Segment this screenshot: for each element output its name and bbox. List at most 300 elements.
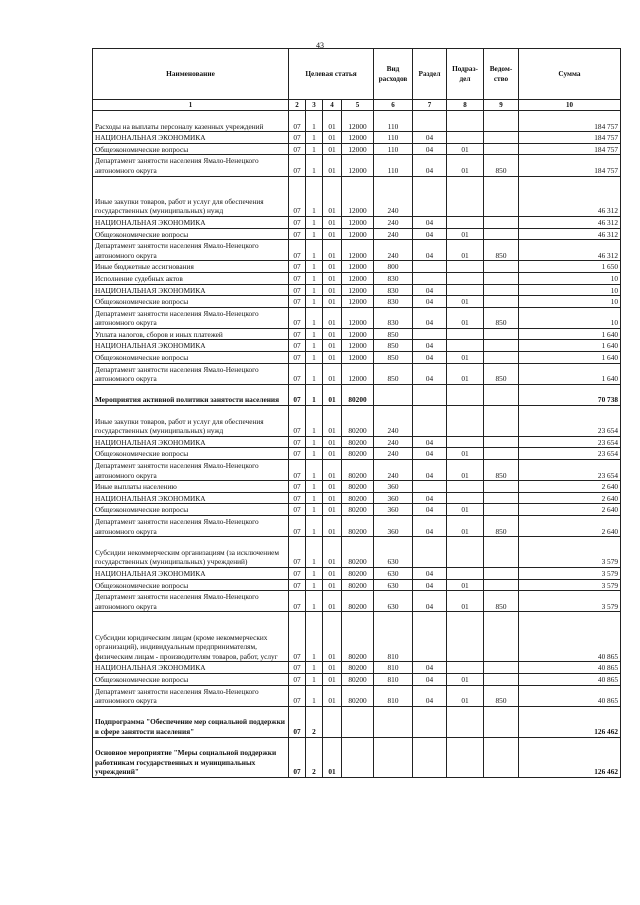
section-code: 04 [413, 685, 447, 706]
subsection-code: 01 [447, 240, 484, 261]
target-code-part3: 01 [323, 307, 342, 328]
target-code-part4: 80200 [342, 384, 374, 405]
target-code-part4: 80200 [342, 436, 374, 448]
target-code-part2: 1 [306, 328, 323, 340]
target-code-part2: 2 [306, 706, 323, 737]
expense-type-code: 850 [374, 340, 413, 352]
target-code-part2: 1 [306, 384, 323, 405]
target-code-part4: 80200 [342, 662, 374, 674]
row-sum: 1 640 [519, 328, 621, 340]
department-code [484, 481, 519, 493]
table-row [93, 591, 621, 612]
row-name: Иные бюджетные ассигнования [93, 261, 289, 273]
department-code [484, 662, 519, 674]
subsection-code [447, 612, 484, 662]
row-sum: 10 [519, 296, 621, 308]
target-code-part4: 80200 [342, 504, 374, 516]
target-code-part1: 07 [289, 706, 306, 737]
subsection-code: 01 [447, 516, 484, 537]
subsection-code: 01 [447, 448, 484, 460]
expense-type-code: 240 [374, 240, 413, 261]
section-code: 04 [413, 240, 447, 261]
department-code: 850 [484, 363, 519, 384]
column-number: 8 [447, 100, 484, 111]
section-code [413, 706, 447, 737]
target-code-part1: 07 [289, 436, 306, 448]
row-sum: 46 312 [519, 176, 621, 216]
row-name: Департамент занятости населения Ямало-Ненецкого автономного округа [93, 685, 289, 706]
target-code-part3: 01 [323, 216, 342, 228]
row-name: НАЦИОНАЛЬНАЯ ЭКОНОМИКА [93, 340, 289, 352]
target-code-part3: 01 [323, 328, 342, 340]
target-code-part2: 1 [306, 662, 323, 674]
table-row [93, 492, 621, 504]
target-code-part2: 1 [306, 579, 323, 591]
target-code-part4: 80200 [342, 406, 374, 437]
department-code [484, 296, 519, 308]
target-code-part2: 1 [306, 216, 323, 228]
subsection-code [447, 111, 484, 132]
table-row [93, 261, 621, 273]
department-code [484, 567, 519, 579]
target-code-part3: 01 [323, 132, 342, 144]
expense-type-code: 240 [374, 406, 413, 437]
department-code [484, 352, 519, 364]
expense-type-code: 810 [374, 685, 413, 706]
table-row [93, 384, 621, 405]
department-code: 850 [484, 155, 519, 176]
subsection-code [447, 272, 484, 284]
target-code-part1: 07 [289, 228, 306, 240]
row-sum: 46 312 [519, 228, 621, 240]
expense-type-code: 240 [374, 176, 413, 216]
table-row [93, 662, 621, 674]
table-row [93, 340, 621, 352]
subsection-code: 01 [447, 307, 484, 328]
target-code-part2: 1 [306, 340, 323, 352]
target-code-part2: 1 [306, 363, 323, 384]
target-code-part4: 80200 [342, 685, 374, 706]
row-name: НАЦИОНАЛЬНАЯ ЭКОНОМИКА [93, 436, 289, 448]
row-sum: 2 640 [519, 504, 621, 516]
department-code [484, 176, 519, 216]
target-code-part2: 1 [306, 460, 323, 481]
section-code: 04 [413, 284, 447, 296]
table-row [93, 272, 621, 284]
target-code-part3: 01 [323, 176, 342, 216]
target-code-part4: 12000 [342, 132, 374, 144]
table-row [93, 307, 621, 328]
target-code-part4 [342, 737, 374, 777]
section-code [413, 328, 447, 340]
subsection-code [447, 261, 484, 273]
target-code-part4: 80200 [342, 481, 374, 493]
section-code [413, 176, 447, 216]
row-name: Общеэкономические вопросы [93, 673, 289, 685]
target-code-part3: 01 [323, 662, 342, 674]
target-code-part3: 01 [323, 228, 342, 240]
section-code [413, 261, 447, 273]
target-code-part4: 12000 [342, 143, 374, 155]
row-sum: 40 865 [519, 612, 621, 662]
row-sum: 184 757 [519, 143, 621, 155]
expense-type-code: 110 [374, 132, 413, 144]
target-code-part4: 12000 [342, 261, 374, 273]
header-target-article: Целевая статья [289, 49, 374, 100]
table-row [93, 240, 621, 261]
table-row [93, 228, 621, 240]
page-number: 43 [316, 41, 324, 50]
subsection-code: 01 [447, 228, 484, 240]
table-row [93, 406, 621, 437]
target-code-part2: 1 [306, 567, 323, 579]
target-code-part3: 01 [323, 481, 342, 493]
department-code [484, 384, 519, 405]
section-code: 04 [413, 363, 447, 384]
section-code: 04 [413, 591, 447, 612]
row-sum: 40 865 [519, 685, 621, 706]
target-code-part1: 07 [289, 240, 306, 261]
section-code: 04 [413, 216, 447, 228]
target-code-part2: 1 [306, 492, 323, 504]
subsection-code: 01 [447, 296, 484, 308]
expense-type-code: 240 [374, 436, 413, 448]
row-name: Уплата налогов, сборов и иных платежей [93, 328, 289, 340]
target-code-part1: 07 [289, 406, 306, 437]
department-code [484, 284, 519, 296]
section-code: 04 [413, 155, 447, 176]
target-code-part1: 07 [289, 132, 306, 144]
target-code-part2: 1 [306, 132, 323, 144]
expense-type-code: 630 [374, 579, 413, 591]
expense-type-code: 630 [374, 567, 413, 579]
target-code-part1: 07 [289, 352, 306, 364]
target-code-part3: 01 [323, 261, 342, 273]
target-code-part4: 80200 [342, 591, 374, 612]
column-number: 9 [484, 100, 519, 111]
target-code-part4: 12000 [342, 296, 374, 308]
target-code-part3: 01 [323, 567, 342, 579]
target-code-part1: 07 [289, 662, 306, 674]
expense-type-code: 800 [374, 261, 413, 273]
table-row [93, 673, 621, 685]
target-code-part2: 1 [306, 261, 323, 273]
expense-type-code: 110 [374, 155, 413, 176]
target-code-part2: 1 [306, 448, 323, 460]
target-code-part3: 01 [323, 537, 342, 568]
target-code-part2: 1 [306, 155, 323, 176]
target-code-part2: 1 [306, 504, 323, 516]
row-sum: 23 654 [519, 406, 621, 437]
section-code [413, 384, 447, 405]
target-code-part3: 01 [323, 143, 342, 155]
table-row [93, 132, 621, 144]
table-row [93, 737, 621, 777]
section-code: 04 [413, 516, 447, 537]
table-row [93, 216, 621, 228]
section-code [413, 481, 447, 493]
expense-type-code: 240 [374, 228, 413, 240]
target-code-part1: 07 [289, 111, 306, 132]
subsection-code: 01 [447, 460, 484, 481]
department-code: 850 [484, 591, 519, 612]
expense-type-code: 850 [374, 352, 413, 364]
row-name: Субсидии некоммерческим организациям (за исключением государственных (муниципальных) учреждений) [93, 537, 289, 568]
table-row [93, 579, 621, 591]
table-row [93, 706, 621, 737]
target-code-part1: 07 [289, 673, 306, 685]
target-code-part1: 07 [289, 284, 306, 296]
target-code-part4: 12000 [342, 155, 374, 176]
target-code-part2: 1 [306, 537, 323, 568]
row-name: НАЦИОНАЛЬНАЯ ЭКОНОМИКА [93, 284, 289, 296]
row-name: Департамент занятости населения Ямало-Ненецкого автономного округа [93, 591, 289, 612]
row-sum: 3 579 [519, 537, 621, 568]
expense-type-code: 240 [374, 448, 413, 460]
target-code-part2: 1 [306, 240, 323, 261]
department-code [484, 706, 519, 737]
department-code [484, 406, 519, 437]
department-code: 850 [484, 240, 519, 261]
expense-type-code: 810 [374, 673, 413, 685]
department-code [484, 228, 519, 240]
target-code-part1: 07 [289, 567, 306, 579]
row-sum: 46 312 [519, 216, 621, 228]
section-code [413, 612, 447, 662]
row-sum: 184 757 [519, 132, 621, 144]
row-sum: 1 640 [519, 340, 621, 352]
target-code-part1: 07 [289, 272, 306, 284]
section-code: 04 [413, 448, 447, 460]
row-sum: 2 640 [519, 516, 621, 537]
budget-table [92, 48, 621, 778]
section-code: 04 [413, 352, 447, 364]
target-code-part3: 01 [323, 363, 342, 384]
row-name: НАЦИОНАЛЬНАЯ ЭКОНОМИКА [93, 492, 289, 504]
target-code-part4: 80200 [342, 673, 374, 685]
department-code [484, 579, 519, 591]
department-code [484, 143, 519, 155]
target-code-part4: 12000 [342, 176, 374, 216]
target-code-part3 [323, 706, 342, 737]
subsection-code: 01 [447, 363, 484, 384]
section-code: 04 [413, 132, 447, 144]
section-code: 04 [413, 307, 447, 328]
row-name: Департамент занятости населения Ямало-Ненецкого автономного округа [93, 240, 289, 261]
subsection-code [447, 384, 484, 405]
row-name: Общеэкономические вопросы [93, 504, 289, 516]
target-code-part1: 07 [289, 363, 306, 384]
target-code-part4: 80200 [342, 537, 374, 568]
target-code-part3: 01 [323, 516, 342, 537]
target-code-part3: 01 [323, 591, 342, 612]
target-code-part1: 07 [289, 579, 306, 591]
row-name: Иные закупки товаров, работ и услуг для обеспечения государственных (муниципальных) нужд [93, 406, 289, 437]
department-code: 850 [484, 460, 519, 481]
table-row [93, 284, 621, 296]
section-code: 04 [413, 228, 447, 240]
target-code-part1: 07 [289, 216, 306, 228]
target-code-part2: 1 [306, 406, 323, 437]
table-row [93, 363, 621, 384]
row-name: НАЦИОНАЛЬНАЯ ЭКОНОМИКА [93, 132, 289, 144]
row-sum: 1 640 [519, 352, 621, 364]
row-sum: 10 [519, 284, 621, 296]
target-code-part2: 1 [306, 685, 323, 706]
target-code-part2: 1 [306, 516, 323, 537]
table-row [93, 436, 621, 448]
target-code-part1: 07 [289, 612, 306, 662]
target-code-part2: 1 [306, 111, 323, 132]
table-row [93, 352, 621, 364]
subsection-code [447, 132, 484, 144]
row-name: Исполнение судебных актов [93, 272, 289, 284]
subsection-code [447, 340, 484, 352]
subsection-code [447, 436, 484, 448]
expense-type-code: 360 [374, 492, 413, 504]
department-code [484, 272, 519, 284]
department-code [484, 448, 519, 460]
target-code-part4: 80200 [342, 567, 374, 579]
expense-type-code: 830 [374, 272, 413, 284]
target-code-part3: 01 [323, 436, 342, 448]
department-code [484, 504, 519, 516]
target-code-part3: 01 [323, 240, 342, 261]
column-number: 7 [413, 100, 447, 111]
row-sum: 23 654 [519, 460, 621, 481]
subsection-code [447, 216, 484, 228]
subsection-code [447, 328, 484, 340]
expense-type-code: 360 [374, 516, 413, 537]
subsection-code [447, 567, 484, 579]
target-code-part1: 07 [289, 492, 306, 504]
target-code-part2: 1 [306, 143, 323, 155]
section-code [413, 537, 447, 568]
subsection-code: 01 [447, 685, 484, 706]
row-name: Основное мероприятие "Меры социальной поддержки работникам государственных и муниципальных учреждений" [93, 737, 289, 777]
target-code-part1: 07 [289, 591, 306, 612]
header-sum: Сумма [519, 49, 621, 100]
target-code-part1: 07 [289, 296, 306, 308]
target-code-part2: 1 [306, 481, 323, 493]
subsection-code [447, 537, 484, 568]
row-sum: 126 462 [519, 737, 621, 777]
row-sum: 184 757 [519, 111, 621, 132]
expense-type-code: 360 [374, 481, 413, 493]
section-code: 04 [413, 504, 447, 516]
row-name: Субсидии юридическим лицам (кроме некоммерческих организаций), индивидуальным предпринимателям, физическим лицам - производителям товаров, работ, услуг [93, 612, 289, 662]
subsection-code: 01 [447, 673, 484, 685]
target-code-part4: 12000 [342, 340, 374, 352]
column-number: 1 [93, 100, 289, 111]
target-code-part4: 80200 [342, 492, 374, 504]
row-name: Расходы на выплаты персоналу казенных учреждений [93, 111, 289, 132]
expense-type-code [374, 384, 413, 405]
target-code-part4: 80200 [342, 579, 374, 591]
department-code [484, 111, 519, 132]
target-code-part2: 1 [306, 272, 323, 284]
subsection-code: 01 [447, 591, 484, 612]
subsection-code [447, 176, 484, 216]
row-sum: 1 640 [519, 363, 621, 384]
subsection-code: 01 [447, 352, 484, 364]
section-code: 04 [413, 673, 447, 685]
target-code-part3: 01 [323, 340, 342, 352]
target-code-part3: 01 [323, 406, 342, 437]
expense-type-code: 830 [374, 307, 413, 328]
table-row [93, 155, 621, 176]
target-code-part3: 01 [323, 111, 342, 132]
expense-type-code: 110 [374, 143, 413, 155]
row-sum: 46 312 [519, 240, 621, 261]
subsection-code [447, 706, 484, 737]
subsection-code: 01 [447, 143, 484, 155]
row-sum: 126 462 [519, 706, 621, 737]
target-code-part2: 1 [306, 352, 323, 364]
target-code-part4 [342, 706, 374, 737]
expense-type-code: 240 [374, 460, 413, 481]
target-code-part2: 1 [306, 307, 323, 328]
header-department: Ведом-ство [484, 49, 519, 100]
table-row [93, 328, 621, 340]
column-number: 5 [342, 100, 374, 111]
row-sum: 184 757 [519, 155, 621, 176]
table-row [93, 143, 621, 155]
table-row [93, 460, 621, 481]
row-name: Иные выплаты населению [93, 481, 289, 493]
subsection-code: 01 [447, 504, 484, 516]
target-code-part1: 07 [289, 155, 306, 176]
target-code-part4: 12000 [342, 363, 374, 384]
target-code-part4: 80200 [342, 460, 374, 481]
row-name: Общеэкономические вопросы [93, 448, 289, 460]
row-sum: 3 579 [519, 579, 621, 591]
row-sum: 40 865 [519, 662, 621, 674]
column-number: 10 [519, 100, 621, 111]
target-code-part3: 01 [323, 685, 342, 706]
header-section: Раздел [413, 49, 447, 100]
row-name: Департамент занятости населения Ямало-Ненецкого автономного округа [93, 516, 289, 537]
section-code: 04 [413, 579, 447, 591]
table-row [93, 516, 621, 537]
expense-type-code: 240 [374, 216, 413, 228]
section-code: 04 [413, 492, 447, 504]
target-code-part1: 07 [289, 685, 306, 706]
department-code [484, 132, 519, 144]
target-code-part3: 01 [323, 352, 342, 364]
row-sum: 10 [519, 272, 621, 284]
row-name: Департамент занятости населения Ямало-Ненецкого автономного округа [93, 460, 289, 481]
target-code-part2: 1 [306, 296, 323, 308]
department-code: 850 [484, 516, 519, 537]
target-code-part4: 12000 [342, 307, 374, 328]
target-code-part4: 80200 [342, 448, 374, 460]
target-code-part1: 07 [289, 737, 306, 777]
target-code-part4: 12000 [342, 272, 374, 284]
target-code-part3: 01 [323, 579, 342, 591]
row-name: Подпрограмма "Обеспечение мер социальной поддержки в сфере занятости населения" [93, 706, 289, 737]
row-sum: 1 650 [519, 261, 621, 273]
row-sum: 3 579 [519, 591, 621, 612]
section-code: 04 [413, 340, 447, 352]
section-code [413, 111, 447, 132]
target-code-part3: 01 [323, 155, 342, 176]
expense-type-code: 630 [374, 537, 413, 568]
target-code-part2: 1 [306, 284, 323, 296]
target-code-part2: 1 [306, 436, 323, 448]
subsection-code [447, 492, 484, 504]
row-sum: 23 654 [519, 436, 621, 448]
